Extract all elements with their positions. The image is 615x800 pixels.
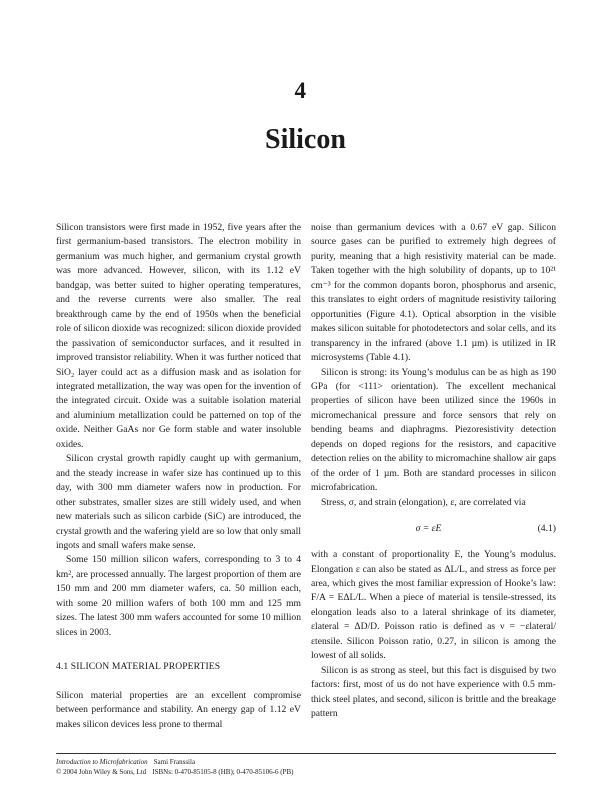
footer-line-1 [56, 757, 556, 767]
book-author: Sami Franssila [153, 758, 196, 766]
section-paragraph: Silicon material properties are an excellent compromise between performance and stability. An energy gap of 1.12 eV makes silicon devices less prone to thermal [56, 689, 301, 730]
equation-4-1 [311, 522, 556, 536]
footer-line-2 [56, 767, 556, 777]
isbn: ISBNs: 0-470-85105-8 (HB); 0-470-85106-6 (PB) [152, 768, 294, 776]
right-column [311, 221, 556, 722]
right-paragraph-4: with a constant of proportionality E, the Young’s modulus. Elongation ε can also be stated as ΔL/L, and stress as force per area, which gives the most familiar expression of Hooke’s law: F/A = EΔL/L. When a piece of material is tensile-stressed, its elongation leads also to a lateral shrinkage of its diameter, εlateral = ΔD/D. Poisson ratio is defined as ν = −εlateral/εtensile. Silicon Poisson ratio, 0.27, in silicon is among the lowest of all solids. [311, 549, 556, 662]
right-paragraph-3: Stress, σ, and strain (elongation), ε, are correlated via [321, 496, 526, 508]
copyright: © 2004 John Wiley & Sons, Ltd [56, 768, 147, 776]
intro-paragraph-1: Silicon transistors were first made in 1952, five years after the first germanium-based transistors. The electron mobility in germanium was much higher, and germanium crystal growth was more advanced. However, silicon, with its 1.12 eV bandgap, was better suited to higher operating temperatures, and the reverse currents were also smaller. The real breakthrough came by the end of 1950s when the beneficial role of silicon dioxide was recognized: silicon dioxide provided the passivation of semiconductor surfaces, and it resulted in improved transistor reliability. When it was further noticed that SiO₂ layer could act as a diffusion mask and as isolation for integrated metallization, the way was open for the invention of the integrated circuit. Oxide was a suitable isolation material and aluminium metallization could be patterned on top of the oxide. Neither GaAs nor Ge form stable and water insoluble oxides. [56, 222, 301, 450]
right-paragraph-1: noise than germanium devices with a 0.67 eV gap. Silicon source gases can be purified to extremely high degrees of purity, meaning that a high resistivity material can be made. Taken together with the high solubility of dopants, up to 10²¹ cm⁻³ for the common dopants boron, phosphorus and arsenic, this translates to eight orders of magnitude resistivity tailoring opportunities (Figure 4.1). Optical absorption in the visible makes silicon suitable for photodetectors and solar cells, and its transparency in the infrared (above 1.1 µm) is utilized in IR microsystems (Table 4.1). [311, 222, 556, 364]
right-paragraph-2: Silicon is strong: its Young’s modulus can be as high as 190 GPa (for <111> orientation). The excellent mechanical properties of silicon have been utilized since the 1960s in micromechanical pressure and force sensors that rely on bending beams and diaphragms. Piezoresistivity detection depends on doped regions for the resistors, and capacitive detection relies on the ability to micromachine shallow air gaps of the order of 1 µm. Both are standard processes in silicon microfabrication. [311, 366, 556, 494]
left-column [56, 221, 301, 732]
equation-body: σ = εE [415, 522, 442, 534]
book-title: Introduction to Microfabrication [56, 758, 148, 766]
equation-number: (4.1) [537, 522, 556, 534]
footer-rule [56, 753, 556, 754]
footer [56, 757, 556, 777]
right-paragraph-5: Silicon is as strong as steel, but this fact is disguised by two factors: first, most of us do not have experience with 0.5 mm-thick steel plates, and second, silicon is brittle and the breakage pattern [311, 664, 556, 720]
intro-paragraph-3: Some 150 million silicon wafers, corresponding to 3 to 4 km², are processed annually. The largest proportion of them are 150 mm and 200 mm diameter wafers, ca. 50 million each, with some 20 million wafers of both 100 mm and 125 mm sizes. The latest 300 mm wafers accounted for some 10 million slices in 2003. [56, 554, 301, 638]
intro-paragraph-2: Silicon crystal growth rapidly caught up with germanium, and the steady increase in wafer size has continued up to this day, with 300 mm diameter wafers now in production. For other substrates, smaller sizes are still widely used, and when new materials such as silicon carbide (SiC) are introduced, the crystal growth and the wafering yield are so low that only small ingots and small wafers make sense. [56, 453, 301, 551]
section-heading: 4.1 SILICON MATERIAL PROPERTIES [56, 661, 221, 673]
